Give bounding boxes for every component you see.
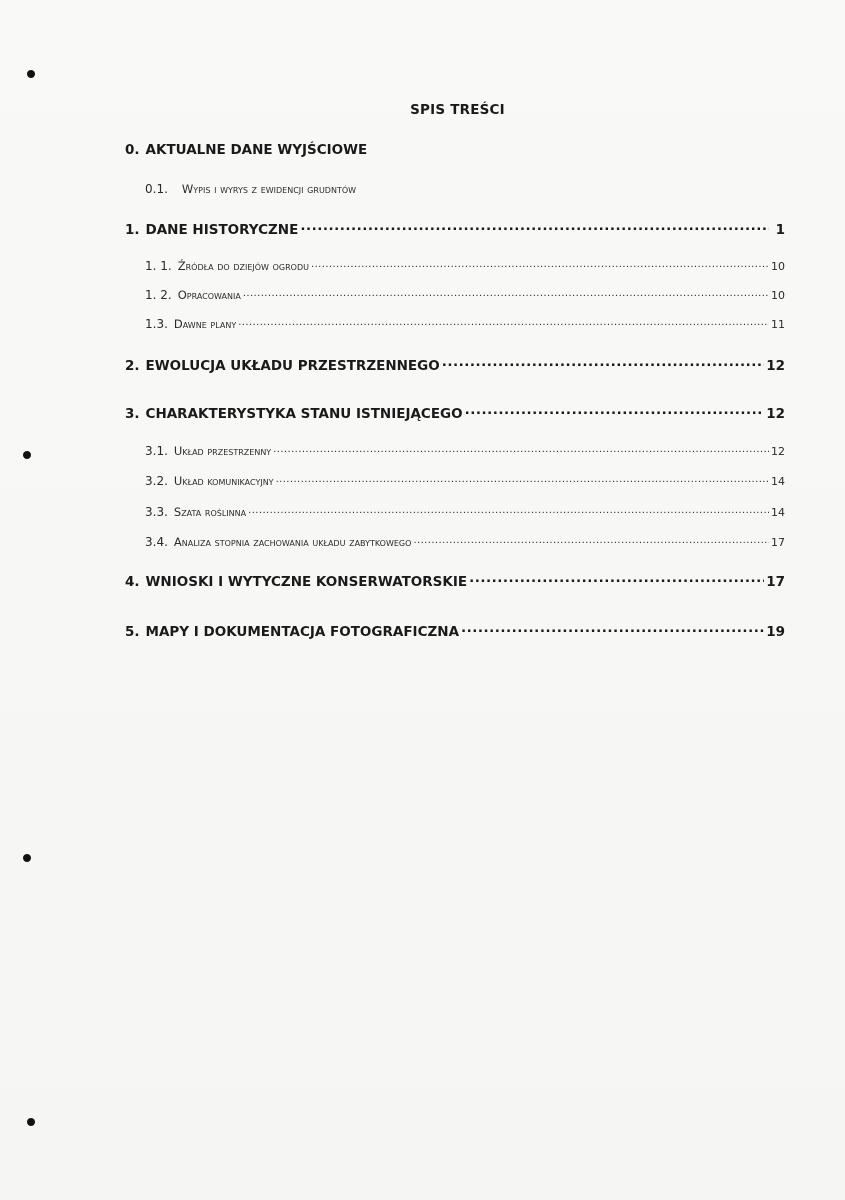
toc-entry-label: Dawne plany xyxy=(173,317,237,331)
toc-entry-label: Szata roślinna xyxy=(173,505,247,519)
toc-entry[interactable] xyxy=(125,220,785,238)
toc-entry[interactable] xyxy=(145,182,785,196)
toc-entry-number: 3. xyxy=(125,405,140,422)
toc-entry-page: 12 xyxy=(771,445,785,458)
dot-leader xyxy=(248,505,769,516)
toc-entry-number: 3.1. xyxy=(145,444,168,458)
toc-entry-page: 17 xyxy=(766,573,785,590)
toc-entry-page: 17 xyxy=(771,536,785,549)
toc-entry-number: 1. 2. xyxy=(145,288,172,302)
toc-entry-number: 0.1. xyxy=(145,182,168,196)
toc-entry-page: 14 xyxy=(771,506,785,519)
toc-entry-label: Wypis i wyrys z ewidencji grudntów xyxy=(181,182,357,196)
punch-hole-mark xyxy=(27,1118,35,1126)
toc-entry-number: 0. xyxy=(125,142,140,158)
toc-entry[interactable] xyxy=(125,356,785,374)
toc-entry-number: 5. xyxy=(125,623,140,640)
dot-leader xyxy=(311,259,769,270)
toc-entry-number: 1. xyxy=(125,221,140,238)
toc-entry-number: 1.3. xyxy=(145,317,168,331)
toc-entry-label: Analiza stopnia zachowania układu zabytkowego xyxy=(173,535,412,549)
toc-entry[interactable] xyxy=(145,535,785,549)
dot-leader xyxy=(469,572,764,586)
toc-entry-label: WNIOSKI I WYTYCZNE KONSERWATORSKIE xyxy=(145,573,468,590)
toc-title: SPIS TREŚCI xyxy=(410,102,505,118)
toc-entry-number: 4. xyxy=(125,573,140,590)
toc-entry-number: 2. xyxy=(125,357,140,374)
toc-entry-number: 3.3. xyxy=(145,505,168,519)
dot-leader xyxy=(300,220,769,234)
punch-hole-mark xyxy=(27,70,35,78)
toc-entry[interactable] xyxy=(145,259,785,273)
dot-leader xyxy=(461,622,764,636)
toc-entry-number: 1. 1. xyxy=(145,259,172,273)
toc-entry-page: 12 xyxy=(766,405,785,422)
toc-entry-label: CHARAKTERYSTYKA STANU ISTNIEJĄCEGO xyxy=(145,405,463,422)
toc-entry-label: MAPY I DOKUMENTACJA FOTOGRAFICZNA xyxy=(145,623,460,640)
toc-entry[interactable] xyxy=(145,288,785,302)
dot-leader xyxy=(273,444,769,455)
toc-entry-label: AKTUALNE DANE WYJŚCIOWE xyxy=(145,142,368,158)
toc-entry[interactable] xyxy=(145,474,785,488)
toc-entry[interactable] xyxy=(145,505,785,519)
toc-entry-page: 1 xyxy=(775,221,785,238)
dot-leader xyxy=(243,288,769,299)
toc-entry[interactable] xyxy=(125,572,785,590)
punch-hole-mark xyxy=(23,854,31,862)
toc-entry[interactable] xyxy=(145,317,785,331)
toc-entry-label: EWOLUCJA UKŁADU PRZESTRZENNEGO xyxy=(145,357,440,374)
dot-leader xyxy=(276,474,769,485)
toc-entry-label: Źródła do dziejów ogrodu xyxy=(177,259,309,273)
toc-entry-page: 14 xyxy=(771,475,785,488)
toc-entry-page: 19 xyxy=(766,623,785,640)
toc-entry-label: DANE HISTORYCZNE xyxy=(145,221,299,238)
toc-entry-page: 12 xyxy=(766,357,785,374)
toc-entry-page: 10 xyxy=(771,260,785,273)
toc-entry[interactable] xyxy=(125,622,785,640)
toc-entry[interactable] xyxy=(125,404,785,422)
dot-leader xyxy=(238,317,769,328)
dot-leader xyxy=(465,404,765,418)
dot-leader xyxy=(442,356,764,370)
toc-entry-page: 10 xyxy=(771,289,785,302)
dot-leader xyxy=(413,535,769,546)
toc-entry-page: 11 xyxy=(771,318,785,331)
toc-entry-number: 3.4. xyxy=(145,535,168,549)
toc-entry-label: Opracowania xyxy=(177,288,241,302)
toc-entry[interactable] xyxy=(145,444,785,458)
toc-entry-label: Układ przestrzenny xyxy=(173,444,272,458)
toc-entry-label: Układ komunikacyjny xyxy=(173,474,274,488)
toc-entry[interactable] xyxy=(125,142,785,158)
punch-hole-mark xyxy=(23,451,31,459)
toc-entry-number: 3.2. xyxy=(145,474,168,488)
